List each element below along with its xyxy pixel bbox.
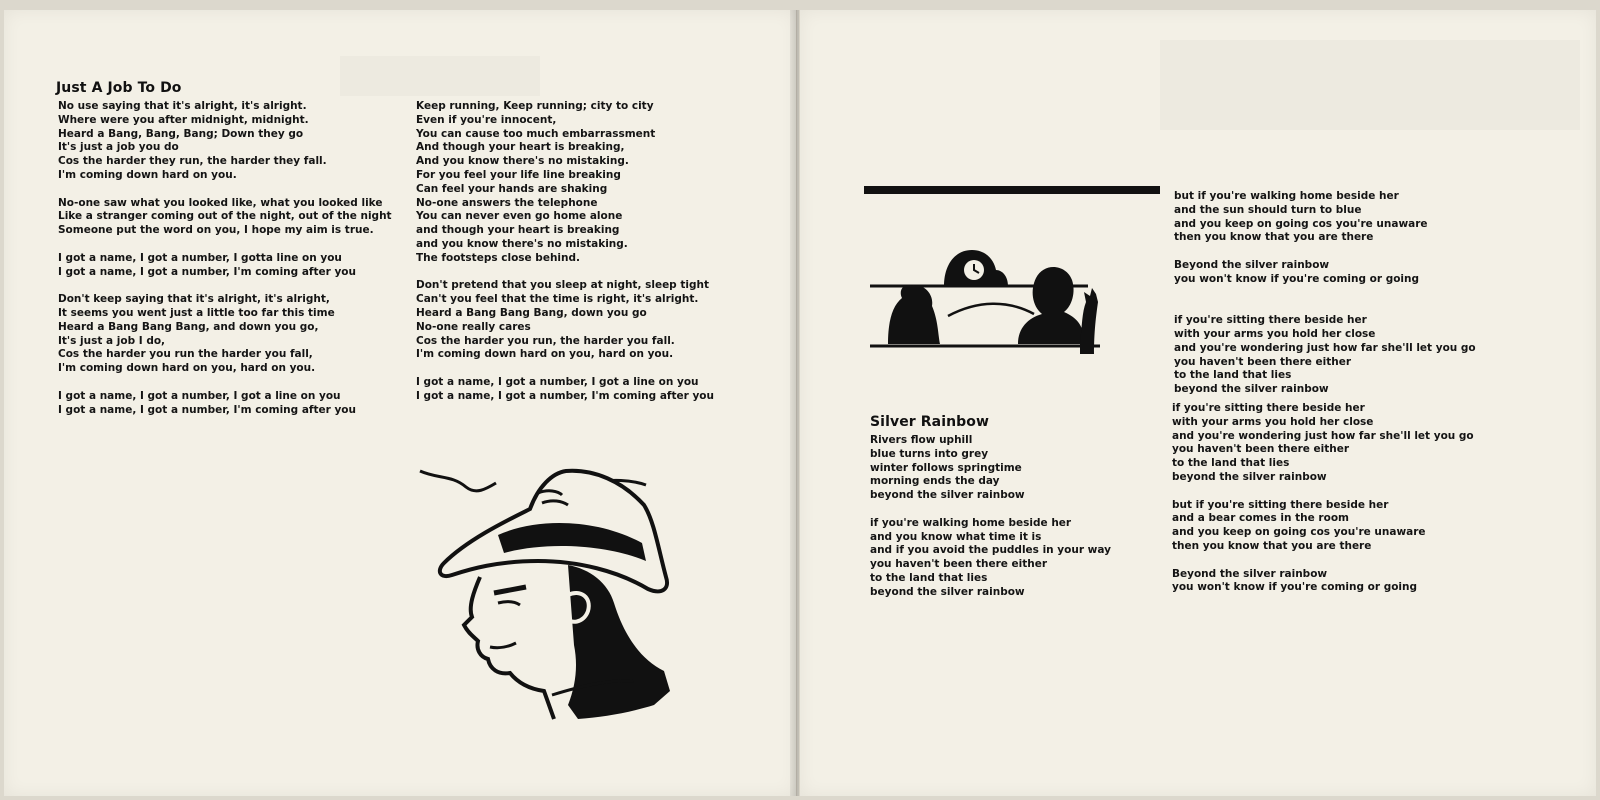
lyric-line: beyond the silver rainbow	[1172, 470, 1327, 483]
lyric-line: if you're walking home beside her	[870, 516, 1072, 529]
lyric-line: and if you avoid the puddles in your way	[870, 544, 1111, 557]
bleed-through-shadow	[340, 56, 540, 96]
stanza-break	[1172, 485, 1474, 499]
lyric-line: You can never even go home alone	[416, 210, 623, 223]
lyric-line: and you keep on going cos you're unaware	[1174, 217, 1428, 230]
lyric-line: No use saying that it's alright, it's alright.	[58, 100, 307, 112]
lyric-line: then you know that you are there	[1172, 539, 1372, 552]
lyrics-column-2-bottom	[1172, 402, 1474, 595]
left-booklet-page	[4, 10, 797, 796]
lyric-line: I got a name, I got a number, I'm coming after you	[58, 403, 356, 416]
silhouette-scene-icon	[868, 236, 1104, 370]
stanza-break	[1174, 245, 1476, 259]
lyric-line: you won't know if you're coming or going	[1174, 272, 1420, 285]
lyric-line: beyond the silver rainbow	[870, 585, 1025, 598]
lyrics-column-1	[58, 100, 392, 417]
lyric-line: Heard a Bang Bang Bang, and down you go,	[58, 320, 319, 333]
lyric-line: I got a name, I got a number, I gotta line on you	[58, 251, 342, 264]
lyric-line: Cos the harder you run the harder you fall,	[58, 348, 313, 361]
lyric-line: and though your heart is breaking	[416, 224, 620, 237]
lyric-line: It's just a job you do	[58, 141, 179, 154]
lyric-line: with your arms you hold her close	[1172, 415, 1374, 428]
lyric-line: Someone put the word on you, I hope my aim is true.	[58, 224, 374, 237]
detective-hat-icon	[418, 465, 678, 725]
lyric-line: and the sun should turn to blue	[1174, 203, 1362, 216]
lyric-line: I'm coming down hard on you, hard on you.	[416, 348, 674, 361]
lyric-line: Beyond the silver rainbow	[1174, 258, 1330, 271]
lyric-line: to the land that lies	[1172, 457, 1290, 470]
lyric-line: but if you're walking home beside her	[1174, 190, 1399, 202]
lyric-line: you haven't been there either	[1174, 355, 1352, 368]
lyric-line: Heard a Bang Bang Bang, down you go	[416, 306, 647, 319]
song-title-silver-rainbow: Silver Rainbow	[870, 414, 990, 430]
lyric-line: and you're wondering just how far she'll let you go	[1174, 341, 1476, 354]
lyric-line: and you keep on going cos you're unaware	[1172, 526, 1426, 539]
lyric-line: No-one answers the telephone	[416, 196, 598, 209]
lyrics-column-2-top	[1174, 190, 1476, 397]
stanza-break	[416, 266, 714, 280]
stanza-break	[1174, 287, 1476, 301]
lyrics-column-2	[416, 100, 714, 404]
lyric-line: Like a stranger coming out of the night, out of the night	[58, 210, 392, 223]
lyric-line: Don't pretend that you sleep at night, sleep tight	[416, 279, 709, 292]
lyric-line: Even if you're innocent,	[416, 113, 557, 126]
lyric-line: you haven't been there either	[870, 558, 1048, 571]
lyric-line: and you know what time it is	[870, 530, 1042, 543]
stanza-break	[58, 279, 392, 293]
lyric-line: with your arms you hold her close	[1174, 327, 1376, 340]
lyric-line: but if you're sitting there beside her	[1172, 498, 1389, 511]
lyric-line: to the land that lies	[870, 571, 988, 584]
lyric-line: Keep running, Keep running; city to city	[416, 100, 654, 112]
lyric-line: beyond the silver rainbow	[1174, 383, 1329, 396]
lyric-line: No-one saw what you looked like, what you looked like	[58, 196, 383, 209]
lyric-line: Where were you after midnight, midnight.	[58, 113, 309, 126]
song-title-just-a-job: Just A Job To Do	[56, 80, 182, 96]
lyric-line: winter follows springtime	[870, 461, 1022, 474]
lyric-line: Don't keep saying that it's alright, it's alright,	[58, 293, 330, 306]
lyric-line: Can't you feel that the time is right, it's alright.	[416, 293, 699, 306]
lyric-line: then you know that you are there	[1174, 231, 1374, 244]
lyric-line: I got a name, I got a number, I got a line on you	[58, 389, 341, 402]
lyric-line: It seems you went just a little too far this time	[58, 306, 335, 319]
lyric-line: if you're sitting there beside her	[1172, 402, 1365, 414]
lyric-line: you won't know if you're coming or going	[1172, 581, 1418, 594]
lyric-line: if you're sitting there beside her	[1174, 314, 1367, 327]
lyric-line: Beyond the silver rainbow	[1172, 567, 1328, 580]
lyric-line: I'm coming down hard on you.	[58, 168, 237, 181]
stanza-break	[58, 183, 392, 197]
lyric-line: and a bear comes in the room	[1172, 512, 1349, 525]
right-booklet-page	[799, 10, 1596, 796]
lyric-line: For you feel your life line breaking	[416, 168, 621, 181]
lyric-line: And you know there's no mistaking.	[416, 155, 629, 168]
lyric-line: Rivers flow uphill	[870, 434, 973, 446]
stanza-break	[58, 238, 392, 252]
lyric-line: morning ends the day	[870, 475, 1000, 488]
stanza-break	[1172, 554, 1474, 568]
lyric-line: And though your heart is breaking,	[416, 141, 625, 154]
lyric-line: beyond the silver rainbow	[870, 489, 1025, 502]
bleed-through-shadow	[1160, 40, 1580, 130]
lyrics-column-1	[870, 434, 1111, 600]
lyric-line: No-one really cares	[416, 320, 531, 333]
lyric-line: Heard a Bang, Bang, Bang; Down they go	[58, 127, 304, 140]
lyric-line: you haven't been there either	[1172, 443, 1350, 456]
lyric-line: and you know there's no mistaking.	[416, 237, 628, 250]
lyric-line: to the land that lies	[1174, 369, 1292, 382]
stanza-break	[1174, 300, 1476, 314]
lyric-line: and you're wondering just how far she'll let you go	[1172, 429, 1474, 442]
lyric-line: The footsteps close behind.	[416, 251, 580, 264]
lyric-line: You can cause too much embarrassment	[416, 127, 656, 140]
lyric-line: Can feel your hands are shaking	[416, 182, 608, 195]
stanza-break	[870, 503, 1111, 517]
stanza-break	[416, 362, 714, 376]
lyric-line: blue turns into grey	[870, 447, 989, 460]
lyric-line: I got a name, I got a number, I'm coming after you	[416, 389, 714, 402]
lyric-line: Cos the harder they run, the harder they fall.	[58, 155, 327, 168]
divider-bar	[864, 186, 1160, 194]
lyric-line: I'm coming down hard on you, hard on you.	[58, 362, 316, 375]
lyric-line: It's just a job I do,	[58, 334, 166, 347]
lyric-line: I got a name, I got a number, I got a line on you	[416, 375, 699, 388]
lyric-line: Cos the harder you run, the harder you fall.	[416, 334, 675, 347]
stanza-break	[58, 376, 392, 390]
lyric-line: I got a name, I got a number, I'm coming after you	[58, 265, 356, 278]
